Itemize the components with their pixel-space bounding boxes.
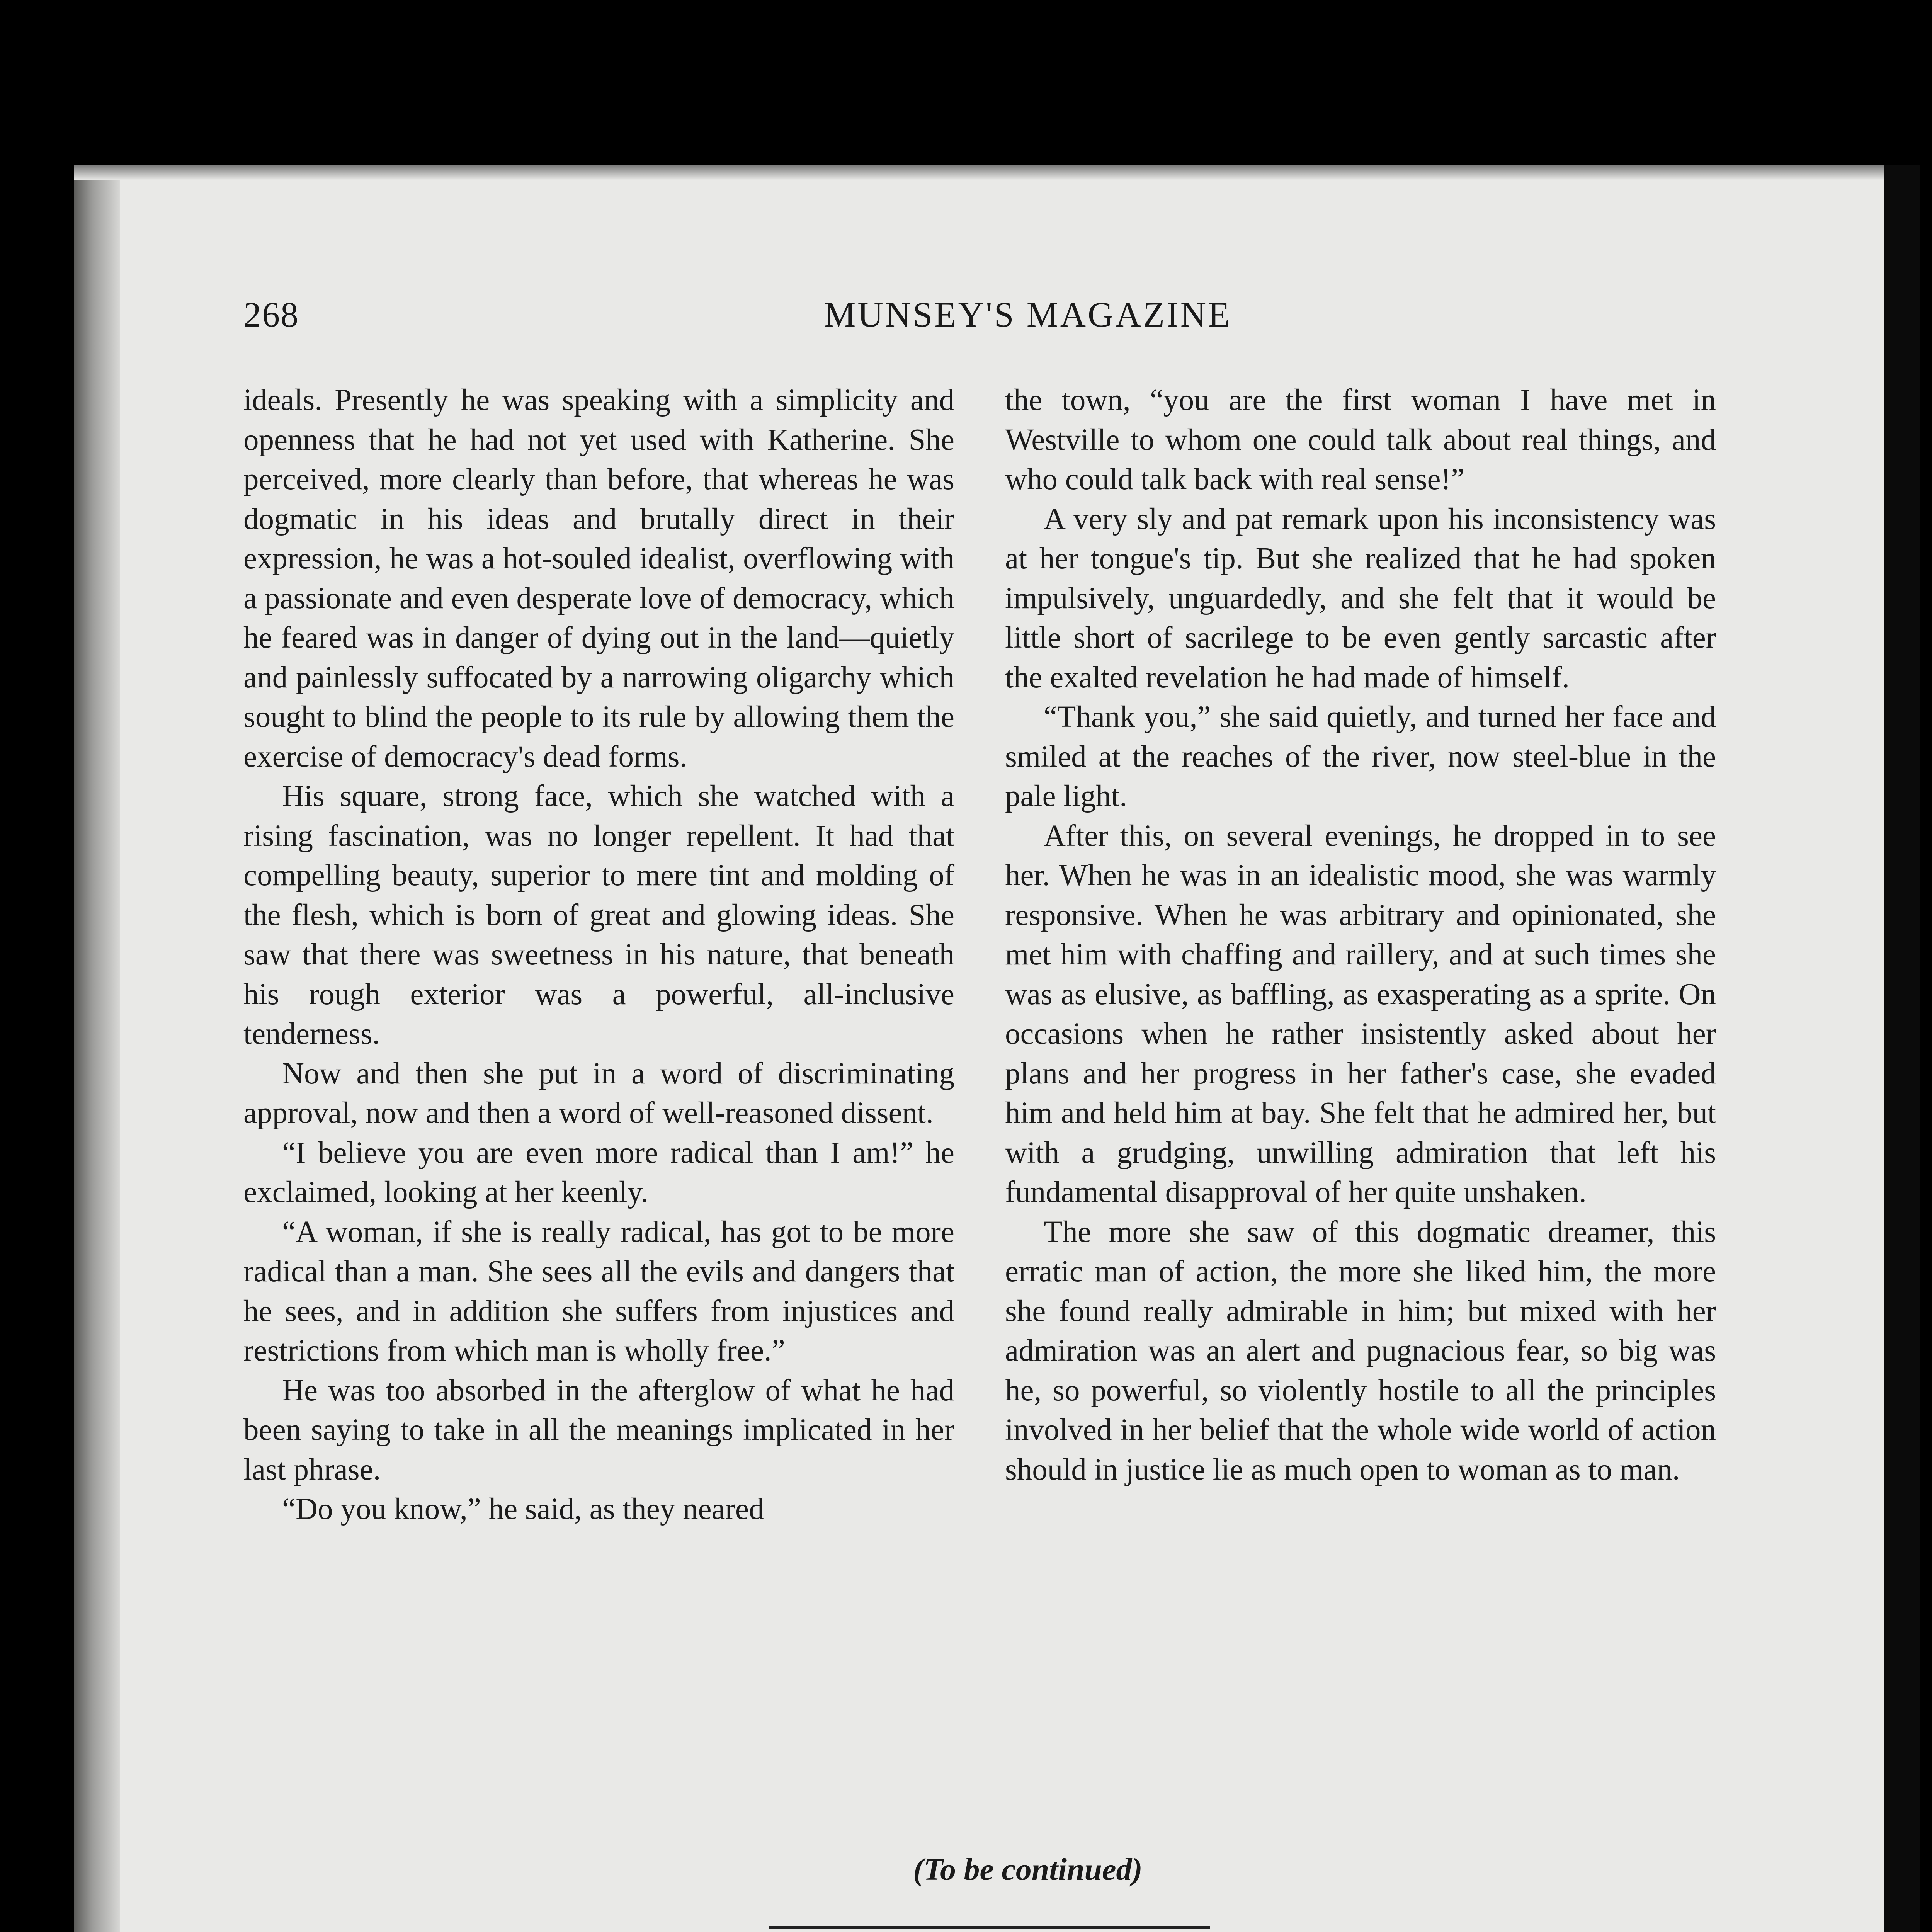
paragraph: ideals. Presently he was speaking with a simplicity and openness that he had not yet used with Katherine. She perceived, more clearly than before, that whereas he was dogmatic in his ideas and brutally direct in their expression, he was a hot-souled idealist, overflowing with a passionate and even desperate love of democracy, which he feared was in danger of dying out in the land—quietly and painlessly suffocated by a narrowing oligarchy which sought to blind the people to its rule by allowing them the exercise of democracy's dead forms. xyxy=(243,383,954,774)
running-head: MUNSEY'S MAGAZINE xyxy=(824,295,1232,334)
paragraph: After this, on several evenings, he dropped in to see her. When he was in an idealistic mood, she was warmly responsive. When he was arbitrary and opinionated, she met him with chaffing and raillery, and at such times she was as elusive, as baffling, as exasperating as a sprite. On occasions when he rather insistently asked about her plans and her progress in her father's case, she evaded him and held him at bay. She felt that he admired her, but with a grudging, unwilling admiration that left his fundamental disapproval of her quite unshaken. xyxy=(1005,819,1716,1209)
to-be-continued-note: (To be continued) xyxy=(913,1852,1143,1887)
story-right-column xyxy=(1005,381,1716,1490)
paragraph: The more she saw of this dogmatic dreamer, this erratic man of action, the more she liked him, the more she found really admirable in him; but mixed with her admiration was an alert and pugnacious fear, so big was he, so powerful, so violently hostile to all the principles involved in her belief that the whole wide world of action should in justice lie as much open to woman as to man. xyxy=(1005,1215,1716,1486)
paragraph: Now and then she put in a word of discriminating approval, now and then a word of well-reasoned dissent. xyxy=(243,1056,954,1130)
story-left-column xyxy=(243,381,954,1529)
paragraph: “A woman, if she is really radical, has got to be more radical than a man. She sees all the evils and dangers that he sees, and in addition she suffers from injustices and restrictions from which man is wholly free.” xyxy=(243,1215,954,1367)
paragraph: “Do you know,” he said, as they neared xyxy=(282,1492,764,1526)
paragraph: the town, “you are the first woman I have met in Westville to whom one could talk about real things, and who could talk back with real sense!” xyxy=(1005,383,1716,496)
paragraph: A very sly and pat remark upon his inconsistency was at her tongue's tip. But she realized that he had spoken impulsively, unguardedly, and she felt that it would be little short of sacrilege to be even gently sarcastic after the exalted revelation he had made of himself. xyxy=(1005,502,1716,694)
binding-gutter-shadow xyxy=(74,165,120,1932)
page-number: 268 xyxy=(243,295,299,334)
section-divider xyxy=(769,1926,1210,1929)
paragraph: “Thank you,” she said quietly, and turned her face and smiled at the reaches of the river, now steel-blue in the pale light. xyxy=(1005,700,1716,813)
page-right-edge-shadow xyxy=(1884,165,1920,1932)
paragraph: He was too absorbed in the afterglow of what he had been saying to take in all the meanings implicated in her last phrase. xyxy=(243,1373,954,1486)
paragraph: “I believe you are even more radical than I am!” he exclaimed, looking at her keenly. xyxy=(243,1136,954,1209)
magazine-page xyxy=(74,165,1920,1932)
paragraph: His square, strong face, which she watched with a rising fascination, was no longer repellent. It had that compelling beauty, superior to mere tint and molding of the flesh, which is born of great and glowing ideas. She saw that there was sweetness in his nature, that beneath his rough exterior was a powerful, all-inclusive tenderness. xyxy=(243,779,954,1051)
page-top-edge xyxy=(74,165,1884,180)
